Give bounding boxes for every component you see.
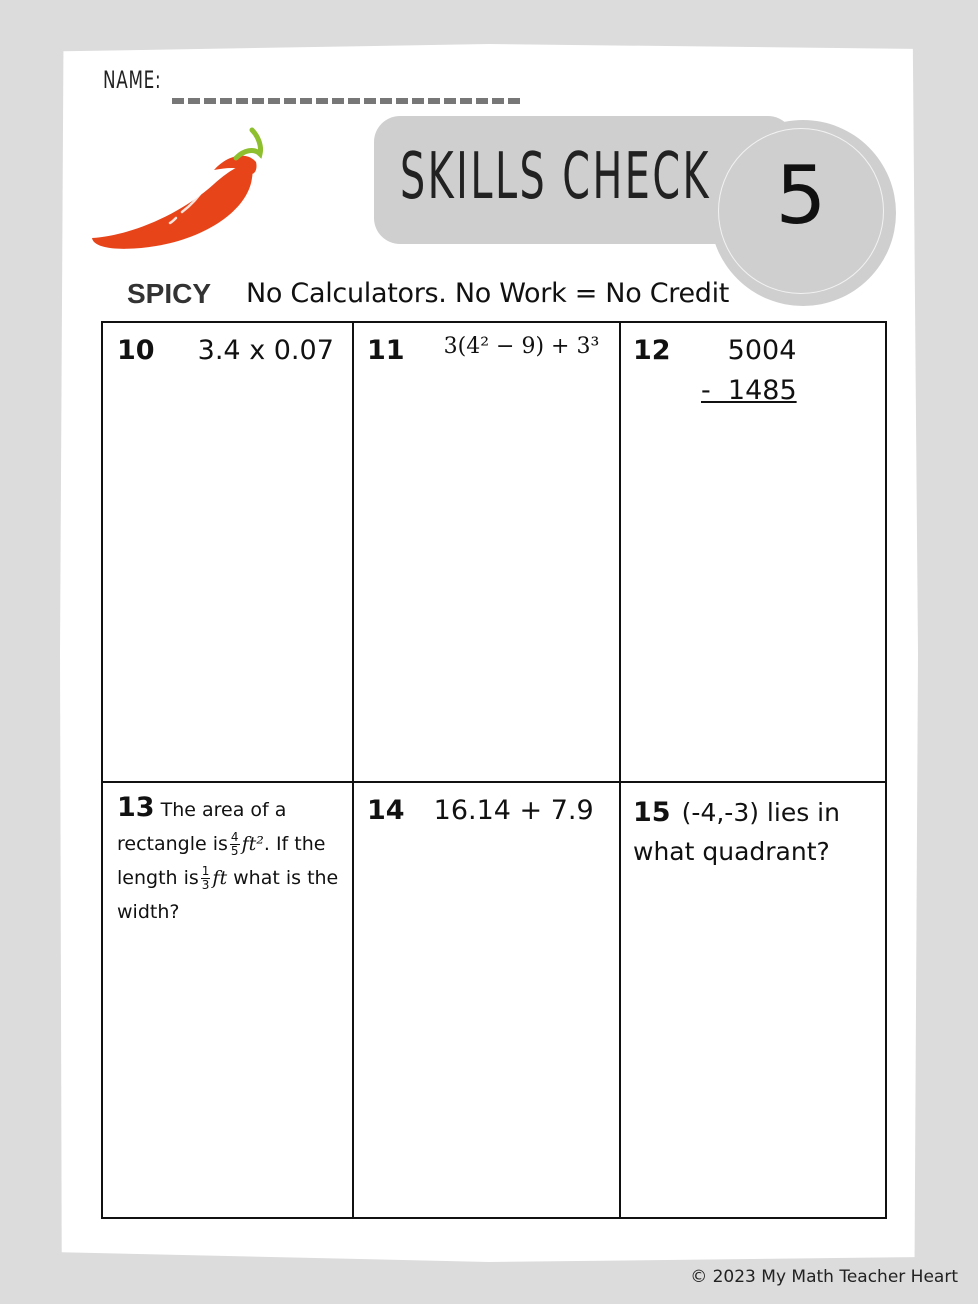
problem-11 bbox=[367, 335, 599, 366]
page-title: SKILLS CHECK bbox=[400, 140, 712, 214]
problem-expression: 3.4 x 0.07 bbox=[197, 335, 334, 366]
name-label: NAME: bbox=[103, 66, 162, 94]
difficulty-label: SPICY bbox=[127, 278, 212, 309]
chili-pepper-icon bbox=[86, 126, 266, 252]
problem-number: 11 bbox=[367, 335, 405, 366]
grid-divider bbox=[352, 323, 354, 1217]
problem-number: 10 bbox=[117, 335, 155, 366]
area-unit: ft² bbox=[241, 833, 264, 855]
problem-text: . If the bbox=[263, 833, 326, 855]
instructions: No Calculators. No Work = No Credit bbox=[246, 278, 730, 309]
problem-expression: 3(4² − 9) + 3³ bbox=[443, 334, 600, 359]
subtraction-top: 5004 bbox=[727, 335, 797, 366]
problem-13 bbox=[117, 791, 342, 929]
problem-text: width? bbox=[117, 901, 180, 923]
problem-text: rectangle is bbox=[117, 833, 228, 855]
grid-divider bbox=[619, 323, 621, 1217]
problem-number: 12 bbox=[633, 335, 671, 366]
length-unit: ft bbox=[212, 867, 228, 889]
length-fraction: $\frac{1}{3}$ bbox=[201, 864, 210, 892]
copyright-footer: © 2023 My Math Teacher Heart bbox=[690, 1267, 958, 1287]
problem-14 bbox=[367, 795, 594, 826]
problem-10 bbox=[117, 335, 334, 366]
problem-question: (-4,-3) lies in what quadrant? bbox=[633, 798, 840, 866]
area-fraction: $\frac{4}{5}$ bbox=[230, 830, 239, 858]
problem-expression: 16.14 + 7.9 bbox=[433, 795, 594, 826]
problem-number: 14 bbox=[367, 795, 405, 826]
problem-12 bbox=[633, 335, 796, 366]
problem-text: what is the bbox=[227, 867, 339, 889]
grid-divider bbox=[103, 781, 885, 783]
subtraction-bottom: - 1485 bbox=[701, 375, 797, 406]
problem-text: length is bbox=[117, 867, 199, 889]
problem-grid bbox=[101, 321, 887, 1219]
problem-number: 15 bbox=[633, 797, 671, 828]
skills-check-number: 5 bbox=[775, 149, 827, 242]
problem-15 bbox=[633, 795, 863, 873]
name-blank-line bbox=[172, 98, 522, 104]
problem-number: 13 bbox=[117, 792, 155, 823]
problem-text: The area of a bbox=[160, 799, 287, 821]
